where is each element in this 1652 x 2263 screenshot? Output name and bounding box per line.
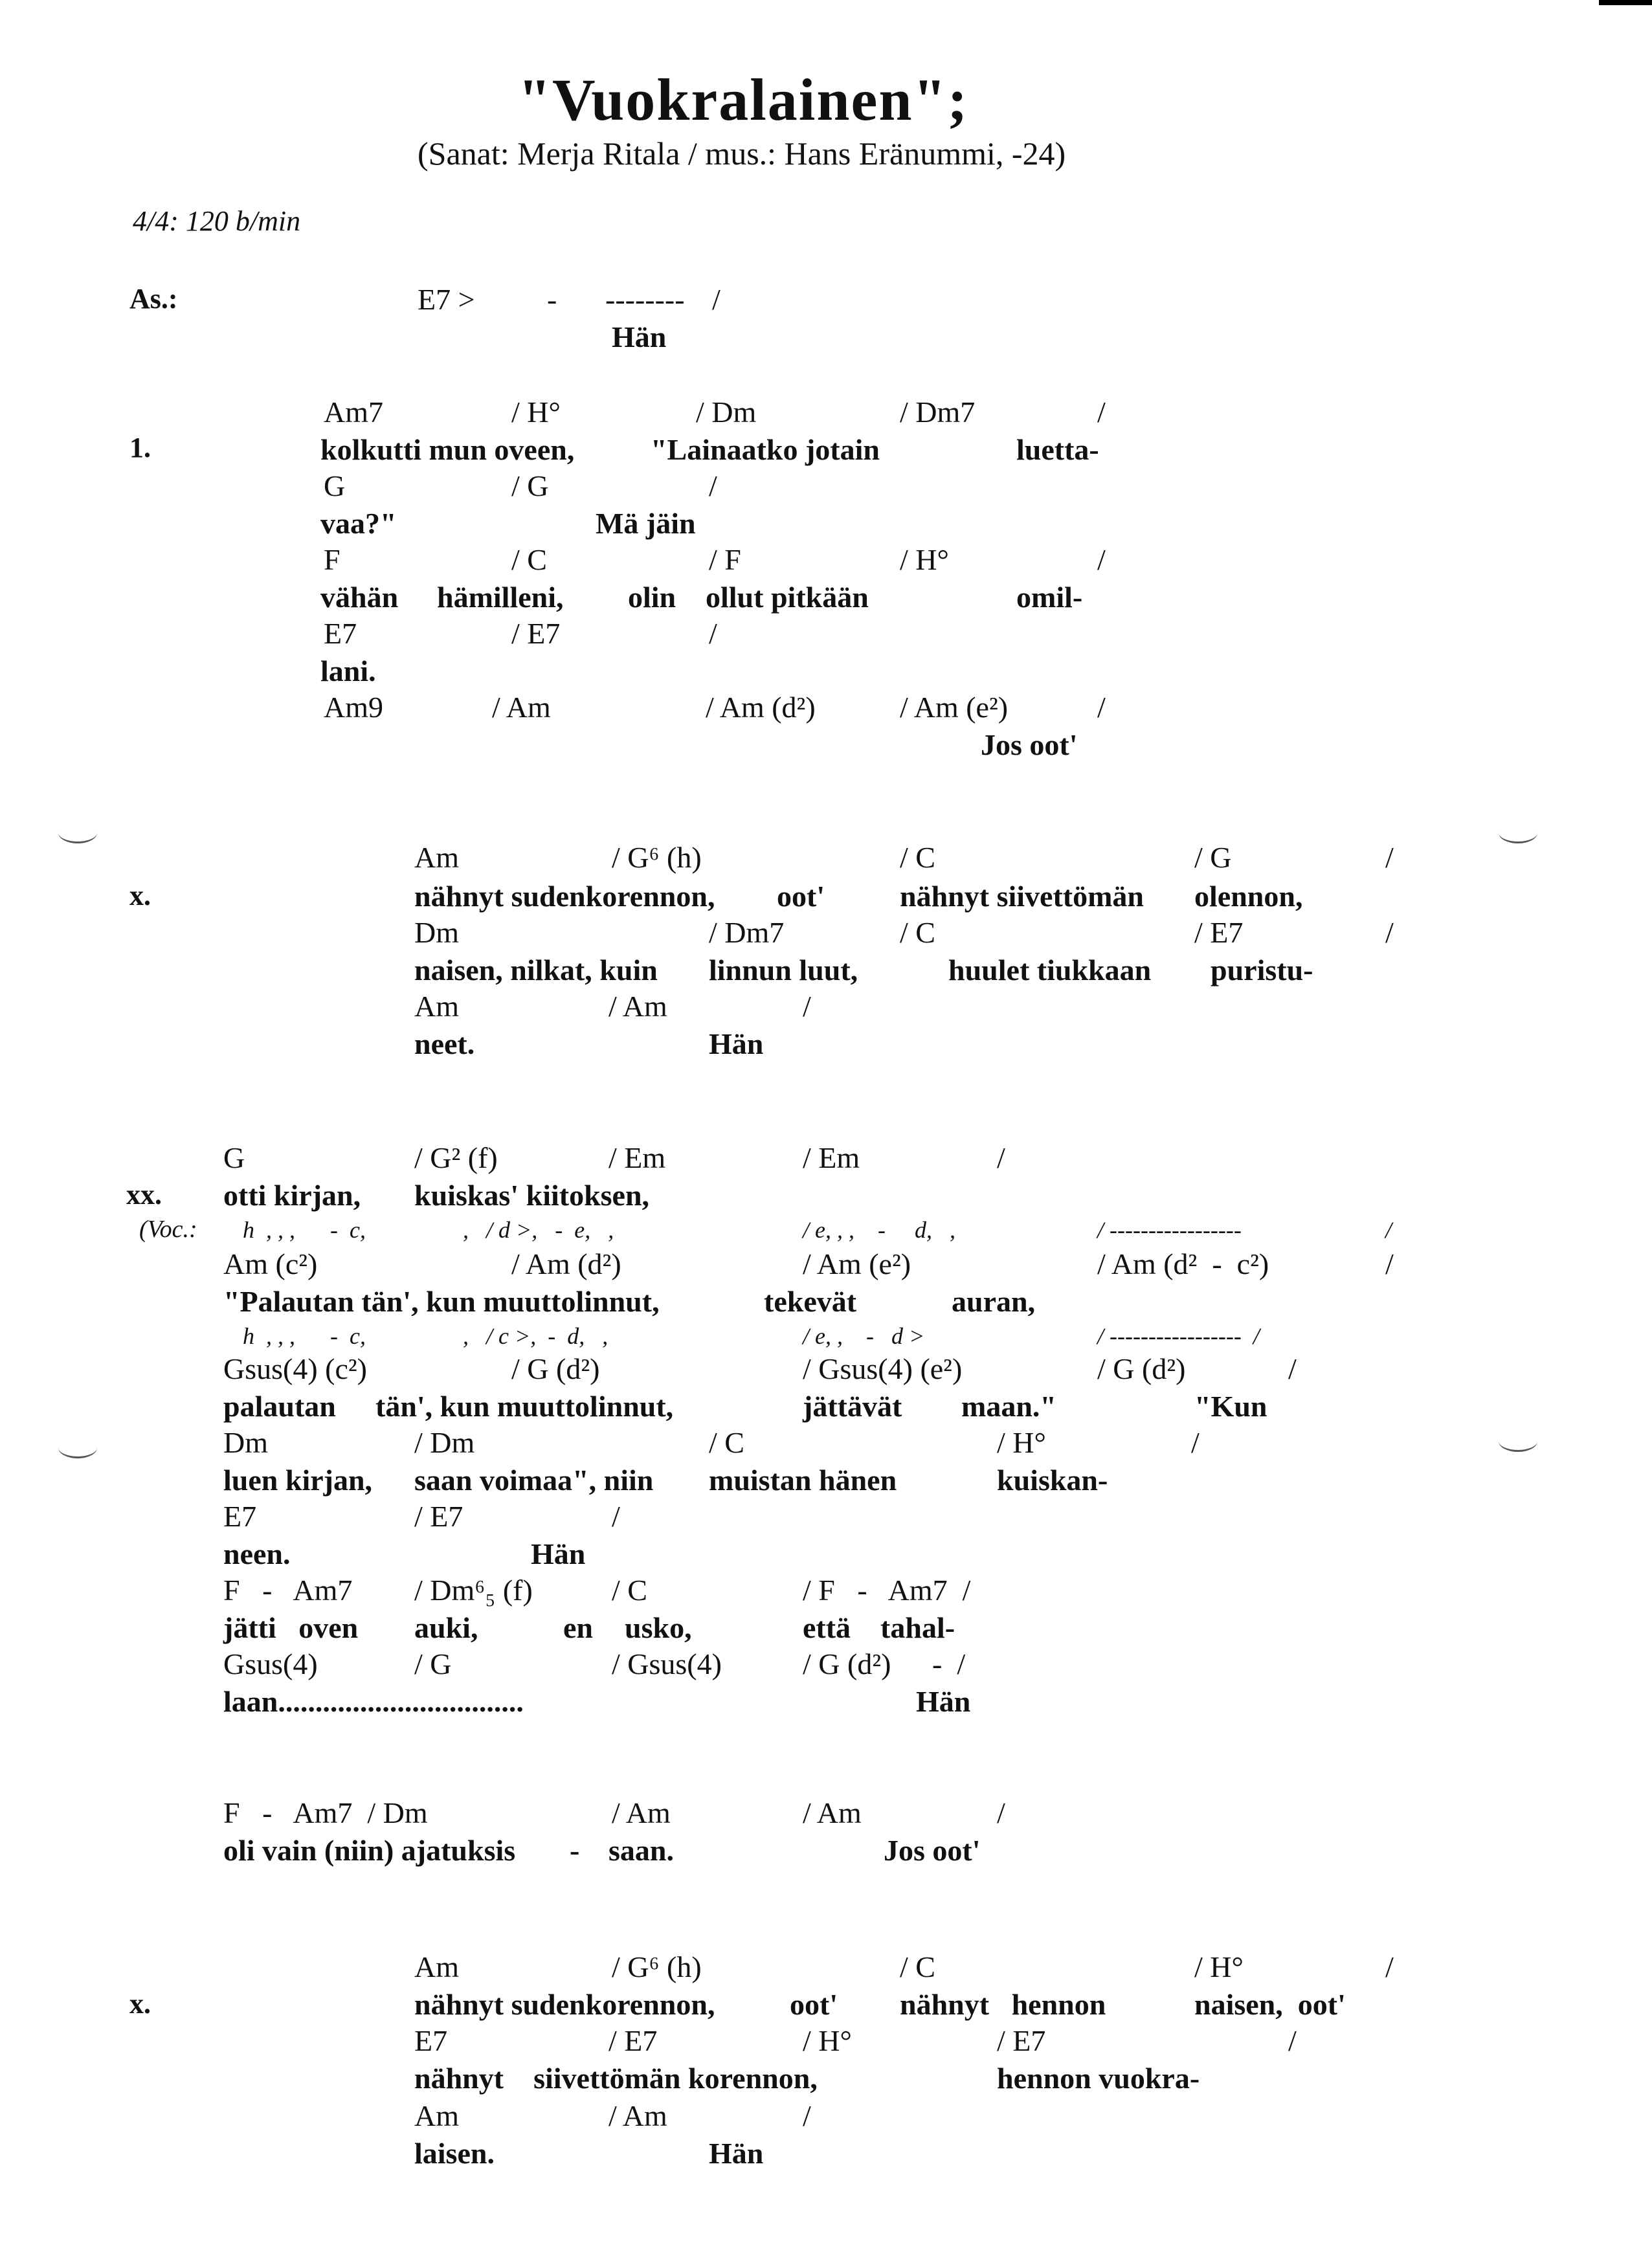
chord-symbol: / Am	[608, 990, 667, 1023]
section-label: As.:	[129, 283, 178, 315]
lyric-text: tekevät	[764, 1285, 857, 1318]
chord-symbol: / C	[900, 916, 935, 949]
chord-symbol: F - Am7 / Dm	[223, 1796, 428, 1829]
lyric-text: nähnyt hennon	[900, 1988, 1106, 2021]
chord-symbol: Am	[414, 2099, 459, 2132]
chord-symbol: /	[1097, 691, 1106, 724]
lyric-text: nähnyt siivettömän korennon,	[414, 2062, 818, 2095]
chord-symbol: G	[223, 1141, 245, 1174]
chord-symbol: / G⁶ (h)	[612, 841, 702, 874]
chord-symbol: / G	[511, 469, 549, 502]
lyric-text: tän', kun muuttolinnut,	[375, 1390, 674, 1423]
chord-symbol: G	[324, 469, 346, 502]
chord-symbol: / G	[1194, 841, 1232, 874]
lyric-text: auran,	[952, 1285, 1036, 1318]
chord-symbol: E7	[223, 1500, 257, 1533]
lyric-text: oot'	[790, 1988, 838, 2021]
chord-symbol: Am (c²)	[223, 1247, 318, 1280]
lyric-text: kolkutti mun oveen,	[320, 433, 575, 466]
chord-symbol: / H°	[511, 396, 561, 429]
section-label: 1.	[129, 432, 151, 463]
lyric-text: laan.................................	[223, 1685, 524, 1718]
lyric-text: Hän	[709, 2137, 764, 2170]
lyric-text: saan.	[608, 1834, 674, 1867]
chord-symbol: / Am	[608, 2099, 667, 2132]
chord-symbol: /	[1385, 916, 1394, 949]
chord-symbol: /	[803, 990, 811, 1023]
chord-symbol: /	[612, 1500, 620, 1533]
song-credits: (Sanat: Merja Ritala / mus.: Hans Eränummi, -24)	[418, 135, 1066, 172]
lyric-text: vaa?"	[320, 507, 397, 540]
chord-symbol: /	[1097, 543, 1106, 576]
chord-symbol: / C	[612, 1574, 647, 1607]
chord-symbol: / G (d²)	[511, 1352, 600, 1385]
lyric-text: kuiskas' kiitoksen,	[414, 1179, 650, 1212]
lyric-text: -	[570, 1834, 580, 1867]
chord-symbol: Am	[414, 841, 459, 874]
chord-symbol: Am	[414, 990, 459, 1023]
chord-symbol: E7	[414, 2024, 448, 2057]
chord-symbol: / Am (e²)	[900, 691, 1009, 724]
chord-symbol: / Dm7	[709, 916, 785, 949]
chord-symbol: E7	[324, 617, 357, 650]
chord-symbol: / Am	[492, 691, 551, 724]
chord-symbol: Am	[414, 1950, 459, 1983]
lyric-text: puristu-	[1211, 953, 1313, 987]
chord-symbol: /	[803, 2099, 811, 2132]
chord-symbol: / H°	[900, 543, 949, 576]
chord-symbol: /	[1191, 1426, 1200, 1459]
section-label: x.	[129, 880, 151, 911]
lyric-text: hennon vuokra-	[997, 2062, 1200, 2095]
chord-symbol: / Am (d²)	[511, 1247, 621, 1280]
lyric-text: usko,	[625, 1611, 692, 1644]
chord-symbol: /	[997, 1141, 1005, 1174]
chord-symbol: -	[547, 283, 557, 316]
chord-symbol: /	[1385, 1950, 1394, 1983]
chord-symbol: / Dm⁶₅ (f)	[414, 1574, 533, 1607]
lyric-text: oot'	[777, 880, 825, 913]
scan-edge-mark	[1599, 0, 1652, 5]
chord-symbol: / H°	[997, 1426, 1046, 1459]
lyric-text: luen kirjan,	[223, 1464, 373, 1497]
chord-symbol: /	[712, 283, 720, 316]
chord-symbol: Dm	[223, 1426, 268, 1459]
chord-symbol: / Gsus(4) (e²)	[803, 1352, 963, 1385]
chord-symbol: / G (d²)	[1097, 1352, 1186, 1385]
chord-symbol: /	[997, 1796, 1005, 1829]
section-label: x.	[129, 1988, 151, 2020]
chord-symbol: /	[1288, 2024, 1297, 2057]
vocal-notation: / ----------------- /	[1097, 1323, 1260, 1349]
chord-symbol: / F	[709, 543, 741, 576]
lyric-text: Jos oot'	[981, 728, 1078, 761]
lyric-text: jätti oven	[223, 1611, 359, 1644]
chord-symbol: / E7	[414, 1500, 463, 1533]
lyric-text: jättävät	[803, 1390, 902, 1423]
lyric-text: neet.	[414, 1027, 475, 1060]
chord-symbol: / Am (d²)	[706, 691, 816, 724]
chord-symbol: / F - Am7 /	[803, 1574, 971, 1607]
chord-symbol: / Dm	[696, 396, 757, 429]
chord-symbol: / Dm	[414, 1426, 475, 1459]
vocal-notation: /	[1385, 1217, 1392, 1243]
lyric-text: Hän	[531, 1537, 586, 1570]
lyric-text: "Palautan tän', kun muuttolinnut,	[223, 1285, 660, 1318]
chord-symbol: --------	[605, 283, 685, 316]
chord-symbol: /	[1385, 1247, 1394, 1280]
vocal-notation: / e, , , - d, ,	[803, 1217, 955, 1243]
chord-symbol: / Am	[803, 1796, 862, 1829]
lyric-text: Mä jäin	[596, 507, 696, 540]
vocal-notation: , / d >, - e, ,	[463, 1217, 614, 1243]
punch-hole-mark	[1499, 1431, 1537, 1452]
chord-symbol: / Em	[803, 1141, 860, 1174]
lyric-text: että tahal-	[803, 1611, 955, 1644]
chord-symbol: / E7	[608, 2024, 658, 2057]
chord-symbol: F - Am7	[223, 1574, 353, 1607]
chord-symbol: /	[1097, 396, 1106, 429]
chord-symbol: / Am	[612, 1796, 671, 1829]
lyric-text: omil-	[1016, 581, 1083, 614]
chord-symbol: Am7	[324, 396, 383, 429]
chord-symbol: / G	[414, 1647, 452, 1680]
lyric-text: maan."	[961, 1390, 1056, 1423]
lyric-text: Hän	[612, 320, 667, 353]
lyric-text: huulet tiukkaan	[948, 953, 1152, 987]
lyric-text: naisen, nilkat, kuin	[414, 953, 658, 987]
lyric-text: naisen, oot'	[1194, 1988, 1346, 2021]
vocal-label: (Voc.:	[139, 1216, 197, 1243]
lyric-text: nähnyt sudenkorennon,	[414, 880, 715, 913]
tempo-marking: 4/4: 120 b/min	[133, 205, 301, 237]
chord-symbol: Gsus(4) (c²)	[223, 1352, 368, 1385]
chord-symbol: / H°	[803, 2024, 852, 2057]
chord-symbol: / C	[900, 1950, 935, 1983]
vocal-notation: , / c >, - d, ,	[463, 1323, 608, 1349]
chord-symbol: / Am (e²)	[803, 1247, 911, 1280]
lyric-text: "Lainaatko jotain	[651, 433, 880, 466]
section-label: xx.	[126, 1179, 162, 1210]
lyric-text: laisen.	[414, 2137, 495, 2170]
song-title: "Vuokralainen";	[518, 67, 969, 133]
lyric-text: olennon,	[1194, 880, 1303, 913]
lyric-text: en	[563, 1611, 593, 1644]
chord-symbol: F	[324, 543, 340, 576]
chord-symbol: E7 >	[418, 283, 475, 316]
chord-symbol: / Gsus(4)	[612, 1647, 722, 1680]
punch-hole-mark	[58, 822, 97, 843]
lyric-text: Hän	[709, 1027, 764, 1060]
lyric-text: nähnyt sudenkorennon,	[414, 1988, 715, 2021]
vocal-notation: / -----------------	[1097, 1217, 1242, 1243]
chord-symbol: / E7	[997, 2024, 1046, 2057]
lyric-text: hämilleni,	[437, 581, 564, 614]
lyric-text: kuiskan-	[997, 1464, 1108, 1497]
lyric-text: nähnyt siivettömän	[900, 880, 1144, 913]
lyric-text: auki,	[414, 1611, 478, 1644]
chord-symbol: / C	[511, 543, 547, 576]
chord-symbol: /	[709, 617, 717, 650]
lyric-text: saan voimaa", niin	[414, 1464, 654, 1497]
chord-symbol: / E7	[1194, 916, 1244, 949]
chord-symbol: / C	[709, 1426, 744, 1459]
lyric-text: Jos oot'	[884, 1834, 981, 1867]
chord-symbol: / G² (f)	[414, 1141, 498, 1174]
punch-hole-mark	[1499, 822, 1537, 843]
chord-symbol: / Em	[608, 1141, 666, 1174]
chord-symbol: / G (d²)	[803, 1647, 891, 1680]
lyric-text: "Kun	[1194, 1390, 1267, 1423]
lyric-text: oli vain (niin) ajatuksis	[223, 1834, 516, 1867]
lyric-text: linnun luut,	[709, 953, 858, 987]
punch-hole-mark	[58, 1437, 97, 1458]
chord-symbol: Dm	[414, 916, 459, 949]
lyric-text: Hän	[916, 1685, 971, 1718]
chord-symbol: /	[1385, 841, 1394, 874]
lyric-text: otti kirjan,	[223, 1179, 361, 1212]
chord-symbol: / H°	[1194, 1950, 1244, 1983]
chord-symbol: /	[709, 469, 717, 502]
lyric-text: palautan	[223, 1390, 336, 1423]
lyric-text: muistan hänen	[709, 1464, 897, 1497]
chord-symbol: Am9	[324, 691, 383, 724]
vocal-notation: h , , , - c,	[243, 1217, 366, 1243]
chord-symbol: / G⁶ (h)	[612, 1950, 702, 1983]
chord-symbol: / C	[900, 841, 935, 874]
lyric-text: luetta-	[1016, 433, 1099, 466]
chord-symbol: Gsus(4)	[223, 1647, 318, 1680]
vocal-notation: h , , , - c,	[243, 1323, 366, 1349]
chord-symbol: / Am (d² - c²)	[1097, 1247, 1269, 1280]
chord-symbol: / Dm7	[900, 396, 976, 429]
lyric-text: olin	[628, 581, 676, 614]
lyric-text: neen.	[223, 1537, 291, 1570]
lyric-text: vähän	[320, 581, 399, 614]
chord-symbol: / E7	[511, 617, 561, 650]
lyric-text: ollut pitkään	[706, 581, 869, 614]
vocal-notation: / e, , - d >	[803, 1323, 925, 1349]
lyric-text: lani.	[320, 654, 376, 687]
chord-symbol: - /	[932, 1647, 966, 1680]
chord-symbol: /	[1288, 1352, 1297, 1385]
